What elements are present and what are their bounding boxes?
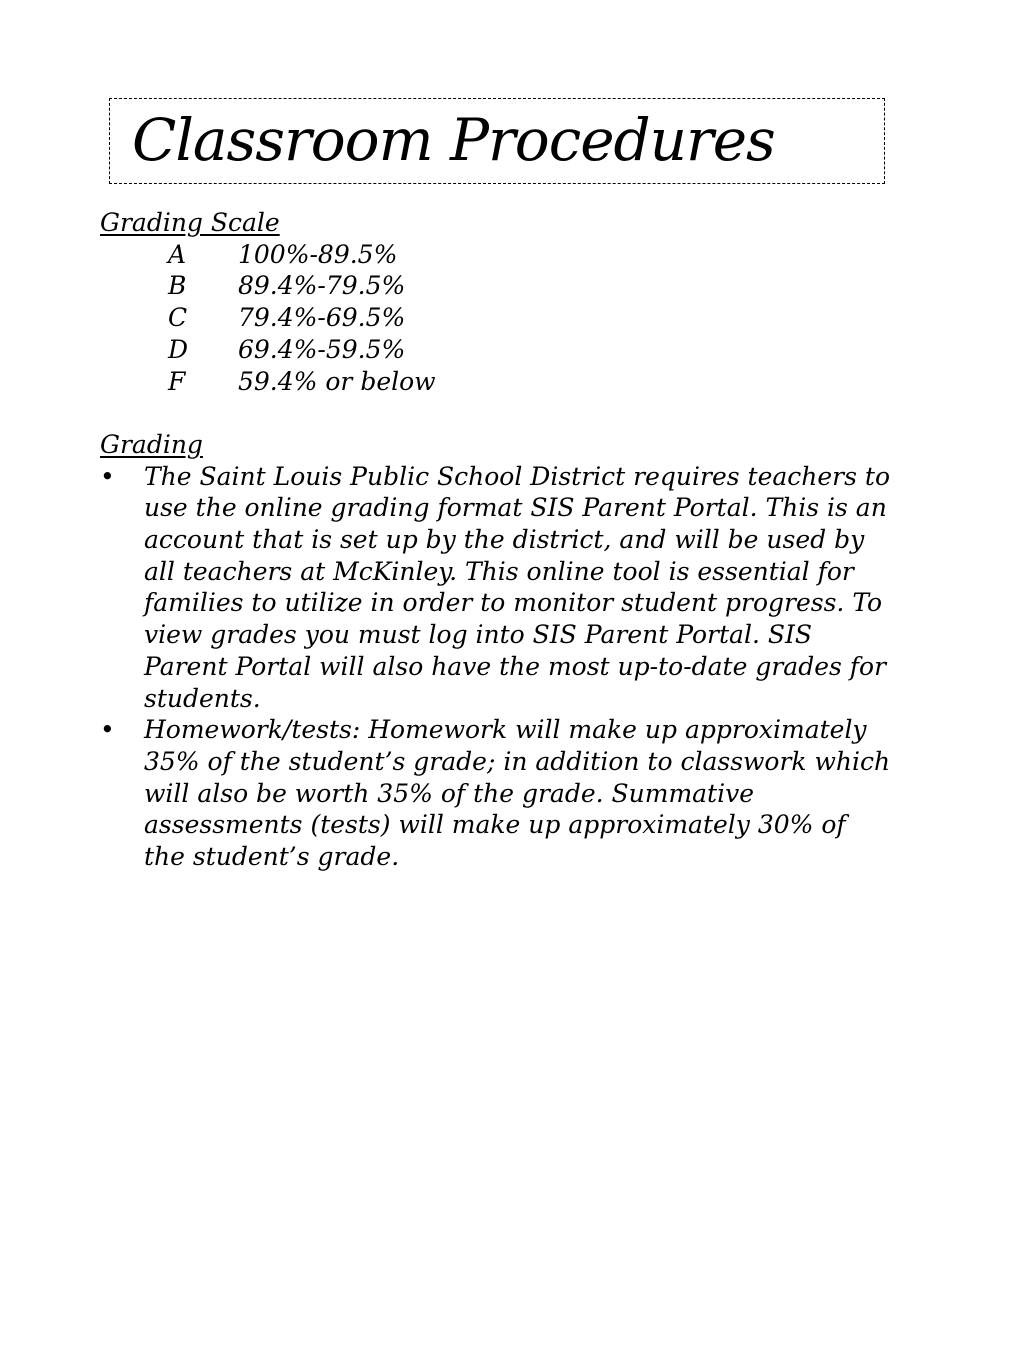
- grade-range: 69.4%-59.5%: [238, 334, 406, 364]
- list-item: [100, 461, 894, 715]
- grade-row-c: [100, 302, 900, 334]
- grading-bullet-list: [100, 461, 900, 873]
- page-title: Classroom Procedures: [132, 106, 775, 174]
- grade-row-a: [100, 239, 900, 271]
- grade-row-f: [100, 366, 900, 398]
- document-body: [100, 207, 900, 873]
- grading-scale-heading: Grading Scale: [100, 208, 280, 237]
- grade-range: 100%-89.5%: [238, 239, 398, 269]
- grade-row-d: [100, 334, 900, 366]
- grade-letter: D: [168, 334, 189, 364]
- grading-heading: Grading: [100, 429, 203, 459]
- title-box: [109, 98, 885, 184]
- grade-letter: C: [168, 303, 188, 333]
- grade-range: 59.4% or below: [238, 366, 436, 396]
- grading-section: [100, 429, 900, 873]
- bullet-icon: •: [100, 715, 115, 745]
- bullet-icon: •: [100, 461, 115, 491]
- section-spacer: [100, 397, 900, 429]
- grade-letter: B: [168, 271, 187, 301]
- grade-row-b: [100, 270, 900, 302]
- list-item: [100, 714, 894, 873]
- grade-letter: A: [168, 239, 187, 269]
- grading-scale-section: [100, 207, 900, 397]
- grade-range: 79.4%-69.5%: [238, 303, 406, 333]
- bullet-text: The Saint Louis Public School District requires teachers to use the online grading format SIS Parent Portal. This is an account that is set up by the district, and will be used by all teachers at McKinley. This online tool is essential for families to utilize in order to monitor student progress. To view grades you must log into SIS Parent Portal. SIS Parent Portal will also have the most up-to-date grades for students.: [144, 461, 890, 713]
- grade-range: 89.4%-79.5%: [238, 271, 406, 301]
- bullet-text: Homework/tests: Homework will make up approximately 35% of the student’s grade; in addition to classwork which will also be worth 35% of the grade. Summative assessments (tests) will make up approximately 30% of the student’s grade.: [144, 715, 891, 872]
- grade-letter: F: [168, 366, 186, 396]
